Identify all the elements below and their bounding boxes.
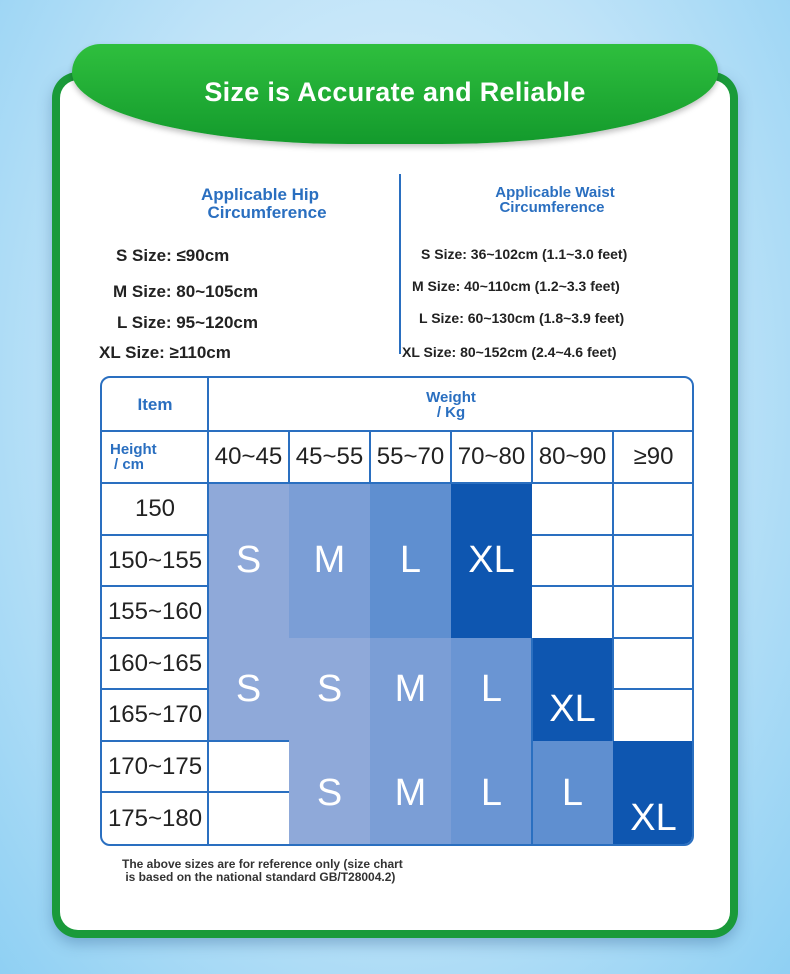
weight-col-3: 70~80 bbox=[457, 443, 526, 470]
column-divider bbox=[399, 174, 401, 354]
height-row-2: 155~160 bbox=[107, 598, 203, 625]
zone-m-label-a: M bbox=[394, 668, 427, 710]
page-title: Size is Accurate and Reliable bbox=[204, 77, 586, 107]
waist-heading: Applicable Waist Circumference bbox=[495, 184, 615, 216]
waist-size-m: M Size: 40~110cm (1.2~3.3 feet) bbox=[412, 278, 620, 294]
item-header: Item bbox=[137, 394, 173, 414]
zone-xl-mid: XL bbox=[532, 638, 613, 741]
hip-size-xl: XL Size: ≥110cm bbox=[99, 343, 231, 362]
height-row-3: 160~165 bbox=[107, 649, 203, 677]
hip-size-m: M Size: 80~105cm bbox=[113, 282, 259, 301]
height-row-1: 150~155 bbox=[107, 546, 203, 574]
zone-l-label-a: L bbox=[480, 668, 503, 710]
zone-m-upper: M bbox=[289, 483, 370, 638]
height-row-5: 170~175 bbox=[107, 752, 203, 780]
weight-header: Weight / Kg bbox=[426, 388, 476, 421]
zone-s-label-a: S bbox=[235, 539, 262, 581]
zone-xl-lower: XL bbox=[613, 741, 694, 846]
waist-size-l: L Size: 60~130cm (1.8~3.9 feet) bbox=[419, 310, 625, 326]
weight-col-5: ≥90 bbox=[633, 443, 674, 470]
size-table bbox=[100, 376, 694, 846]
zone-s-label-b: S bbox=[235, 668, 262, 710]
weight-col-2: 55~70 bbox=[376, 443, 445, 470]
zone-l-label-c: L bbox=[532, 741, 613, 846]
height-row-0: 150 bbox=[134, 495, 176, 522]
height-row-6: 175~180 bbox=[107, 805, 203, 832]
weight-col-4: 80~90 bbox=[538, 443, 607, 470]
zone-xl-upper: XL bbox=[451, 483, 532, 638]
zone-l-label-b: L bbox=[480, 772, 503, 814]
waist-size-s: S Size: 36~102cm (1.1~3.0 feet) bbox=[421, 246, 628, 262]
waist-size-xl: XL Size: 80~152cm (2.4~4.6 feet) bbox=[402, 344, 617, 360]
zone-m-label-b: M bbox=[394, 772, 427, 814]
weight-col-0: 40~45 bbox=[214, 443, 283, 470]
hip-size-s: S Size: ≤90cm bbox=[116, 246, 230, 265]
weight-col-1: 45~55 bbox=[295, 443, 364, 470]
height-row-4: 165~170 bbox=[107, 701, 203, 728]
hip-heading: Applicable Hip Circumference bbox=[200, 185, 327, 222]
hip-size-l: L Size: 95~120cm bbox=[117, 313, 258, 332]
zone-s-label-d: S bbox=[316, 772, 343, 814]
height-header: Height / cm bbox=[110, 441, 157, 473]
footnote: The above sizes are for reference only (size chart is based on the national standard GB/T28004.2) bbox=[122, 857, 403, 884]
zone-s-label-c: S bbox=[316, 668, 343, 710]
zone-l-upper: L bbox=[370, 483, 451, 638]
